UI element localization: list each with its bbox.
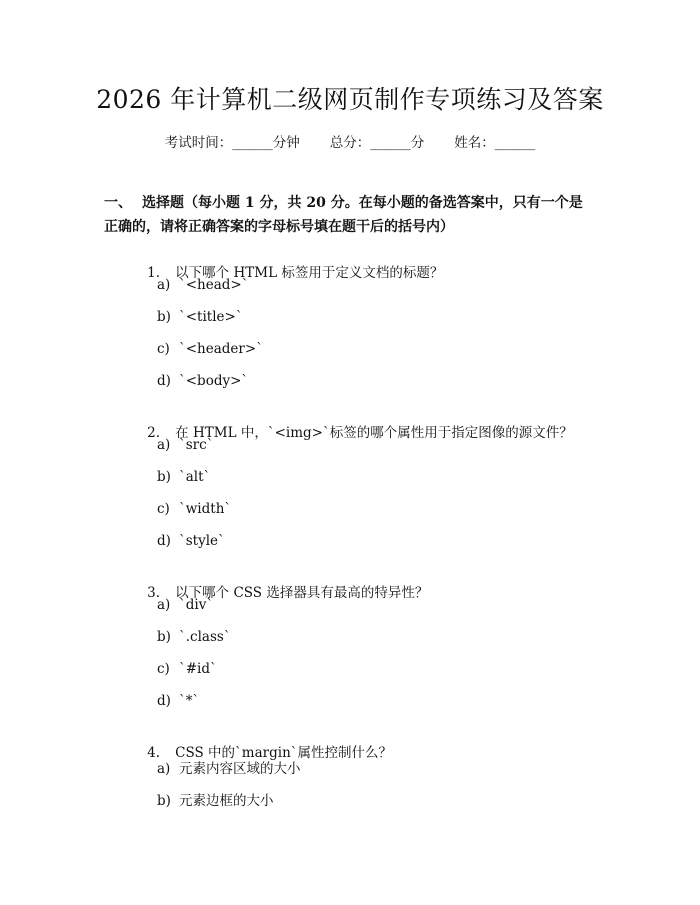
option-label: a) [157, 277, 171, 293]
section-heading [104, 191, 594, 239]
option-text: `alt` [179, 469, 211, 485]
option [157, 757, 301, 777]
option [157, 789, 274, 809]
option [157, 341, 263, 357]
option [157, 597, 213, 613]
question-number: 1. [147, 265, 161, 281]
option-label: c) [157, 661, 170, 677]
option [157, 501, 231, 517]
section-number: 一、 [104, 195, 132, 211]
question-text: 以下哪个 HTML 标签用于定义文档的标题？ [175, 265, 444, 281]
option-label: b) [157, 629, 171, 645]
option [157, 437, 213, 453]
page-title: 2026 年计算机二级网页制作专项练习及答案 [96, 85, 604, 114]
option-label: a) [157, 761, 171, 777]
option [157, 693, 199, 709]
exam-time: 考试时间：______分钟 [164, 135, 300, 151]
total-score: 总分：______分 [329, 135, 425, 151]
option-label: d) [157, 373, 171, 389]
option-text: `<head>` [179, 277, 249, 293]
option [157, 661, 217, 677]
option-text: 元素内容区域的大小 [179, 761, 301, 777]
question-number: 2. [147, 425, 161, 441]
option-label: c) [157, 341, 170, 357]
option-label: b) [157, 469, 171, 485]
option-label: d) [157, 693, 171, 709]
section-text: 选择题（每小题 1 分，共 20 分。在每小题的备选答案中，只有一个是正确的，请将正确答案的字母标号填在题干后的括号内） [104, 195, 583, 235]
option-text: `width` [179, 501, 232, 517]
question-text: 以下哪个 CSS 选择器具有最高的特异性？ [175, 585, 429, 601]
option-label: d) [157, 533, 171, 549]
option [157, 373, 248, 389]
option [157, 309, 243, 325]
student-name: 姓名：______ [454, 135, 536, 151]
option-label: c) [157, 501, 170, 517]
option-text: `#id` [179, 661, 217, 677]
option-text: `<header>` [179, 341, 263, 357]
option [157, 629, 231, 645]
option-label: b) [157, 309, 171, 325]
option-text: `div` [179, 597, 214, 613]
option [157, 277, 249, 293]
option-text: `<body>` [179, 373, 249, 389]
option-text: `<title>` [179, 309, 243, 325]
question-number: 3. [147, 585, 161, 601]
option [157, 533, 225, 549]
option [157, 469, 210, 485]
option-text: `style` [179, 533, 225, 549]
option-label: a) [157, 597, 171, 613]
option-label: a) [157, 437, 171, 453]
option-text: 元素边框的大小 [179, 793, 274, 809]
question-text: 在 HTML 中，`<img>`标签的哪个属性用于指定图像的源文件？ [175, 425, 573, 441]
option-text: `.class` [179, 629, 231, 645]
question-text: CSS 中的`margin`属性控制什么？ [175, 745, 393, 761]
option-text: `src` [179, 437, 214, 453]
option-text: `*` [179, 693, 200, 709]
option-label: b) [157, 793, 171, 809]
exam-meta [0, 131, 700, 151]
question-number: 4. [147, 745, 161, 761]
